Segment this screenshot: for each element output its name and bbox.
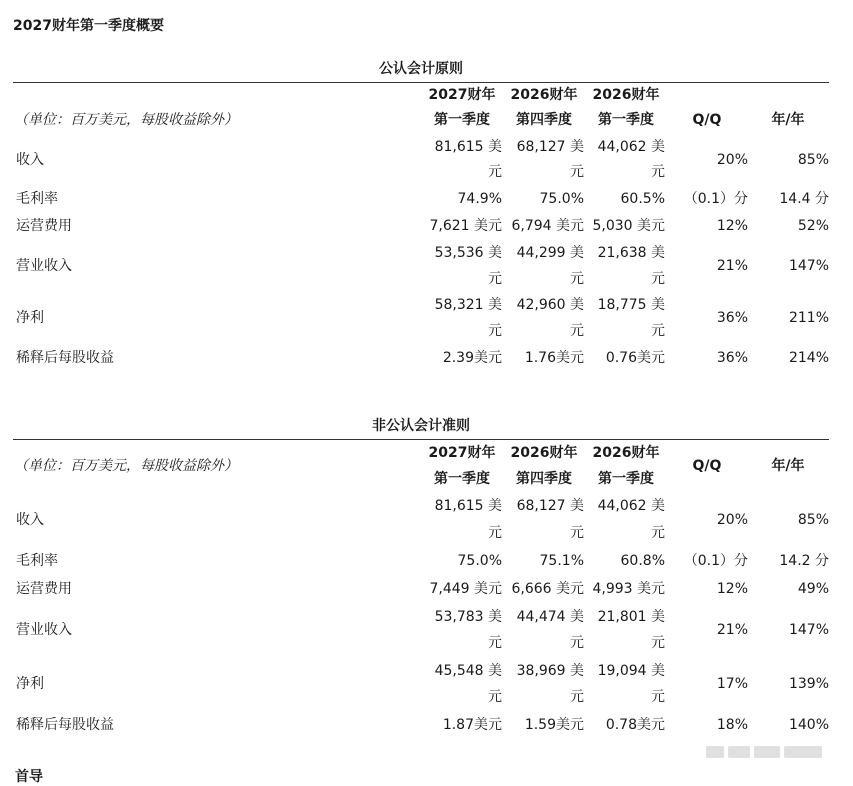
table-cell: 元: [651, 164, 665, 180]
table-cell: 18,775 美: [597, 297, 665, 313]
row-label: 毛利率: [16, 191, 58, 207]
column-header: 2027财年: [428, 445, 496, 461]
table-cell: 元: [488, 164, 502, 180]
yy-cell: 139%: [788, 676, 829, 692]
column-header: 第四季度: [516, 471, 572, 487]
yy-cell: 147%: [788, 258, 829, 274]
table-cell: 1.59美元: [524, 717, 584, 733]
yy-cell: 49%: [797, 581, 829, 597]
qq-cell: 12%: [716, 581, 748, 597]
table-cell: 元: [570, 689, 584, 705]
table-cell: 75.0%: [457, 553, 502, 569]
table-cell: 元: [651, 271, 665, 287]
table-cell: 6,666 美元: [511, 581, 584, 597]
table-cell: 68,127 美: [516, 498, 584, 514]
table-cell: 74.9%: [457, 191, 502, 207]
qq-cell: 18%: [716, 717, 748, 733]
row-label: 净利: [16, 310, 44, 326]
table-cell: 42,960 美: [516, 297, 584, 313]
table-cell: 6,794 美元: [511, 218, 584, 234]
qq-cell: 21%: [716, 258, 748, 274]
yy-cell: 214%: [788, 350, 829, 366]
qq-cell: 20%: [716, 512, 748, 528]
table-cell: 元: [570, 271, 584, 287]
table-cell: 元: [570, 635, 584, 651]
column-header: 年/年: [771, 458, 805, 474]
table-cell: 53,536 美: [434, 245, 502, 261]
unit-note: （单位：百万美元，每股收益除外）: [14, 458, 238, 474]
table-cell: 元: [488, 271, 502, 287]
table-cell: 75.1%: [539, 553, 584, 569]
row-label: 运营费用: [16, 581, 72, 597]
table-cell: 75.0%: [539, 191, 584, 207]
yy-cell: 140%: [788, 717, 829, 733]
watermark: [706, 742, 826, 762]
row-label: 稀释后每股收益: [16, 717, 114, 733]
qq-cell: 20%: [716, 152, 748, 168]
column-header: 2026财年: [592, 87, 660, 103]
column-header: 第一季度: [434, 112, 490, 128]
unit-note: （单位：百万美元，每股收益除外）: [14, 112, 238, 128]
table-cell: 44,299 美: [516, 245, 584, 261]
column-header: 第四季度: [516, 112, 572, 128]
table-cell: 元: [488, 323, 502, 339]
table-cell: 2.39美元: [442, 350, 502, 366]
yy-cell: 85%: [797, 512, 829, 528]
table-cell: 7,621 美元: [429, 218, 502, 234]
table-cell: 5,030 美元: [592, 218, 665, 234]
qq-cell: 12%: [716, 218, 748, 234]
table-cell: 1.87美元: [442, 717, 502, 733]
table-cell: 4,993 美元: [592, 581, 665, 597]
column-header: Q/Q: [692, 112, 722, 128]
table-cell: 元: [651, 689, 665, 705]
yy-cell: 52%: [797, 218, 829, 234]
table-cell: 44,062 美: [597, 139, 665, 155]
row-label: 运营费用: [16, 218, 72, 234]
table-cell: 44,062 美: [597, 498, 665, 514]
column-header: 第一季度: [434, 471, 490, 487]
column-header: Q/Q: [692, 458, 722, 474]
table-cell: 81,615 美: [434, 139, 502, 155]
table-cell: 7,449 美元: [429, 581, 502, 597]
cut-off-heading: 首导: [15, 769, 43, 785]
yy-cell: 14.4 分: [779, 191, 829, 207]
table-cell: 81,615 美: [434, 498, 502, 514]
table-cell: 元: [651, 323, 665, 339]
table-cell: 58,321 美: [434, 297, 502, 313]
column-header: 第一季度: [598, 112, 654, 128]
table-cell: 19,094 美: [597, 663, 665, 679]
column-header: 2026财年: [510, 445, 578, 461]
table-cell: 68,127 美: [516, 139, 584, 155]
table-cell: 0.76美元: [605, 350, 665, 366]
row-label: 稀释后每股收益: [16, 350, 114, 366]
table-cell: 元: [570, 323, 584, 339]
column-header: 2026财年: [510, 87, 578, 103]
table-cell: 53,783 美: [434, 609, 502, 625]
column-header: 年/年: [771, 112, 805, 128]
table-cell: 21,638 美: [597, 245, 665, 261]
row-label: 营业收入: [16, 258, 72, 274]
row-label: 营业收入: [16, 622, 72, 638]
qq-cell: 36%: [716, 350, 748, 366]
table-cell: 元: [651, 525, 665, 541]
yy-cell: 211%: [788, 310, 829, 326]
table-cell: 0.78美元: [605, 717, 665, 733]
table-cell: 21,801 美: [597, 609, 665, 625]
table-cell: 元: [651, 635, 665, 651]
table-cell: 元: [488, 635, 502, 651]
page-title: 2027财年第一季度概要: [13, 18, 164, 34]
table-cell: 1.76美元: [524, 350, 584, 366]
table-cell: 60.8%: [620, 553, 665, 569]
qq-cell: （0.1）分: [683, 553, 748, 569]
qq-cell: 21%: [716, 622, 748, 638]
column-header: 2026财年: [592, 445, 660, 461]
column-header: 2027财年: [428, 87, 496, 103]
table-cell: 元: [488, 689, 502, 705]
table-cell: 元: [570, 164, 584, 180]
row-label: 毛利率: [16, 553, 58, 569]
qq-cell: 17%: [716, 676, 748, 692]
yy-cell: 147%: [788, 622, 829, 638]
yy-cell: 85%: [797, 152, 829, 168]
qq-cell: 36%: [716, 310, 748, 326]
table-cell: 38,969 美: [516, 663, 584, 679]
column-header: 第一季度: [598, 471, 654, 487]
section-divider: [13, 82, 829, 83]
table-cell: 45,548 美: [434, 663, 502, 679]
section-divider: [13, 439, 829, 440]
section-title: 非公认会计准则: [372, 418, 470, 434]
row-label: 净利: [16, 676, 44, 692]
row-label: 收入: [16, 152, 44, 168]
yy-cell: 14.2 分: [779, 553, 829, 569]
row-label: 收入: [16, 512, 44, 528]
table-cell: 44,474 美: [516, 609, 584, 625]
table-cell: 元: [570, 525, 584, 541]
section-title: 公认会计原则: [379, 61, 463, 77]
qq-cell: （0.1）分: [683, 191, 748, 207]
table-cell: 60.5%: [620, 191, 665, 207]
table-cell: 元: [488, 525, 502, 541]
